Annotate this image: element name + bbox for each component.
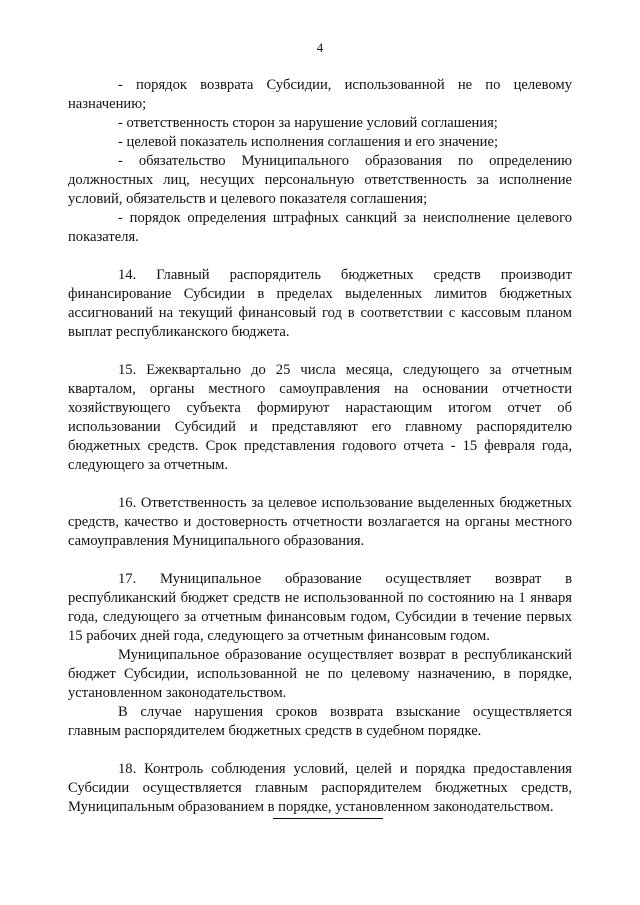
- document-body: [68, 76, 572, 817]
- paragraph-17-return-misuse: Муниципальное образование осуществляет возврат в республиканский бюджет Субсидии, использованной не по целевому назначению, в порядке, установленном законодательством.: [68, 647, 572, 701]
- paragraph-16: 16. Ответственность за целевое использование выделенных бюджетных средств, качество и достоверность отчетности возлагается на органы местного самоуправления Муниципального образования.: [68, 495, 572, 549]
- page-number: 4: [316, 40, 324, 55]
- list-item-responsible-officials: - обязательство Муниципального образования по определению должностных лиц, несущих персональную ответственность за исполнение условий, обязательств и целевого показателя соглашения;: [68, 153, 572, 207]
- closing-rule: [273, 818, 383, 819]
- list-item-penalty-procedure: - порядок определения штрафных санкций за неисполнение целевого показателя.: [68, 210, 572, 245]
- paragraph-17-enforcement: В случае нарушения сроков возврата взыскание осуществляется главным распорядителем бюджетных средств в судебном порядке.: [68, 704, 572, 739]
- paragraph-18: 18. Контроль соблюдения условий, целей и порядка предоставления Субсидии осуществляется главным распорядителем бюджетных средств, Муниципальным образованием в порядке, установленном законодательством.: [68, 761, 572, 815]
- list-item-party-liability: - ответственность сторон за нарушение условий соглашения;: [118, 115, 498, 131]
- paragraph-14: 14. Главный распорядитель бюджетных средств производит финансирование Субсидии в пределах выделенных лимитов бюджетных ассигнований на текущий финансовый год в соответствии с кассовым планом выплат республиканского бюджета.: [68, 267, 572, 340]
- list-item-target-indicator: - целевой показатель исполнения соглашения и его значение;: [118, 134, 499, 150]
- paragraph-15: 15. Ежеквартально до 25 числа месяца, следующего за отчетным кварталом, органы местного самоуправления на основании отчетности хозяйствующего субъекта формируют нарастающим итогом отчет об использовании Субсидий и представляют его главному распорядителю бюджетных средств. Срок представления годового отчета - 15 февраля года, следующего за отчетным.: [68, 362, 572, 473]
- list-item-return-procedure: - порядок возврата Субсидии, использованной не по целевому назначению;: [68, 77, 572, 112]
- paragraph-17: 17. Муниципальное образование осуществляет возврат в республиканский бюджет средств не использованной по состоянию на 1 января года, следующего за отчетным финансовым годом, Субсидии в течение первых 15 рабочих дней года, следующего за отчетным финансовым годом.: [68, 571, 572, 644]
